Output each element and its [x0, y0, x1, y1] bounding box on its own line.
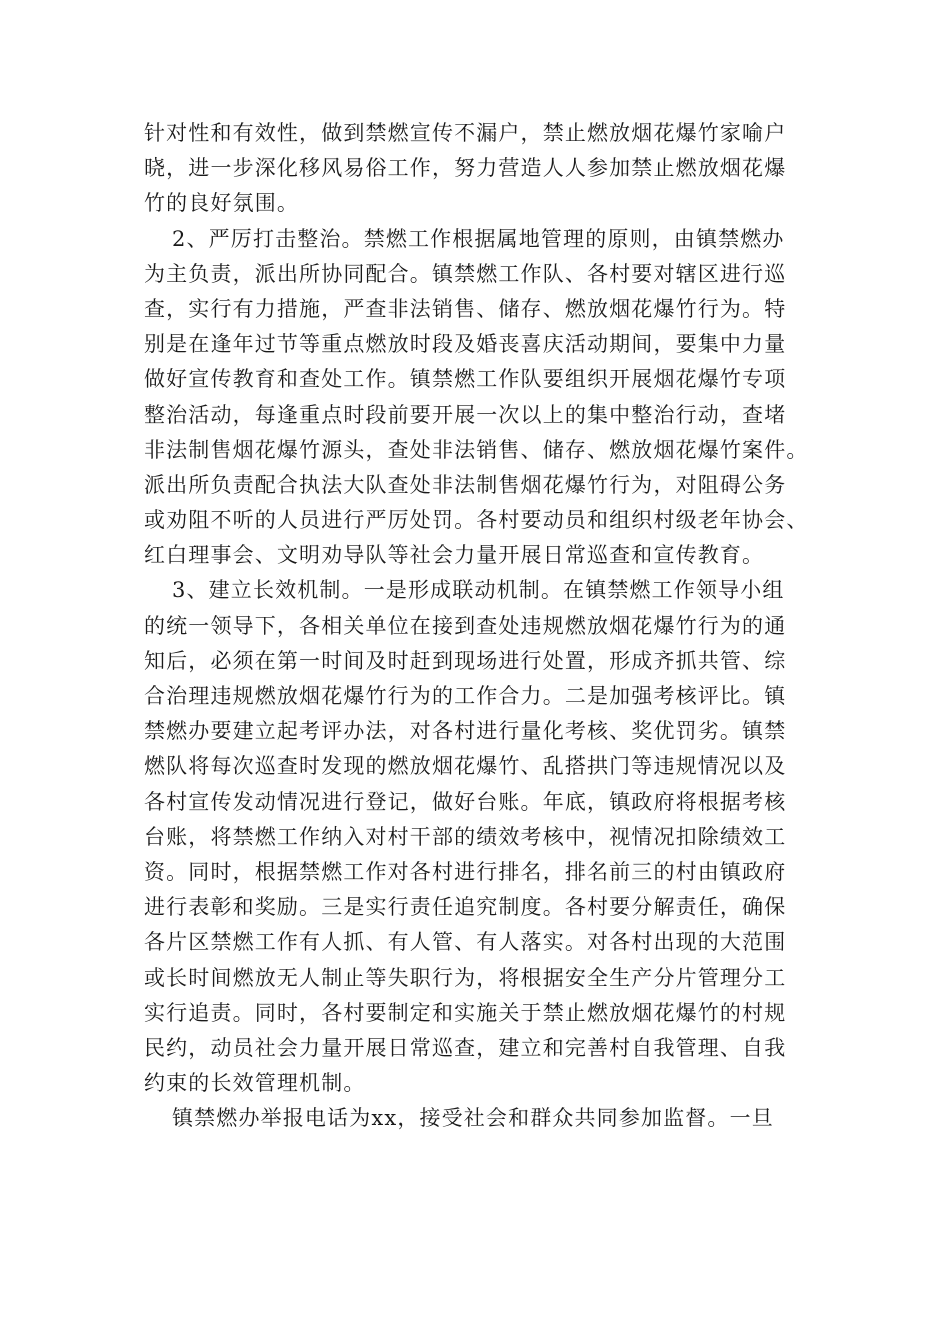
- text-line: 或劝阻不听的人员进行严厉处罚。各村要动员和组织村级老年协会、: [144, 508, 809, 533]
- text-line: 竹的良好氛围。: [144, 191, 300, 216]
- paragraph-2-start-line: 2、严厉打击整治。禁燃工作根据属地管理的原则，由镇禁燃办: [172, 226, 785, 251]
- text-line: 做好宣传教育和查处工作。镇禁燃工作队要组织开展烟花爆竹专项: [144, 367, 787, 392]
- text-line: 燃队将每次巡查时发现的燃放烟花爆竹、乱搭拱门等违规情况以及: [144, 754, 787, 779]
- text-line: 实行追责。同时，各村要制定和实施关于禁止燃放烟花爆竹的村规: [144, 1000, 787, 1025]
- text-line: 资。同时，根据禁燃工作对各村进行排名，排名前三的村由镇政府: [144, 859, 787, 884]
- text-line: 台账，将禁燃工作纳入对村干部的绩效考核中，视情况扣除绩效工: [144, 824, 787, 849]
- text-line: 或长时间燃放无人制止等失职行为，将根据安全生产分片管理分工: [144, 965, 787, 990]
- text-line: 针对性和有效性，做到禁燃宣传不漏户，禁止燃放烟花爆竹家喻户: [144, 121, 787, 145]
- text-line: 的统一领导下，各相关单位在接到查处违规燃放烟花爆竹行为的通: [144, 613, 787, 638]
- text-line: 各村宣传发动情况进行登记，做好台账。年底，镇政府将根据考核: [144, 789, 787, 814]
- text-line: 别是在逢年过节等重点燃放时段及婚丧喜庆活动期间，要集中力量: [144, 332, 787, 357]
- text-line: 派出所负责配合执法大队查处非法制售烟花爆竹行为，对阻碍公务: [144, 472, 787, 497]
- text-line: 禁燃办要建立起考评办法，对各村进行量化考核、奖优罚劣。镇禁: [144, 719, 787, 744]
- text-line: 晓，进一步深化移风易俗工作，努力营造人人参加禁止燃放烟花爆: [144, 156, 787, 181]
- text-line: 合治理违规燃放烟花爆竹行为的工作合力。二是加强考核评比。镇: [144, 684, 787, 708]
- text-line: 约束的长效管理机制。: [144, 1071, 366, 1096]
- paragraph-3-start-line: 3、建立长效机制。一是形成联动机制。在镇禁燃工作领导小组: [172, 578, 785, 603]
- text-line: 红白理事会、文明劝导队等社会力量开展日常巡查和宣传教育。: [144, 543, 765, 568]
- text-line: 知后，必须在第一时间及时赶到现场进行处置，形成齐抓共管、综: [144, 648, 787, 673]
- paragraph-4-start-line: 镇禁燃办举报电话为xx，接受社会和群众共同参加监督。一旦: [172, 1106, 774, 1131]
- text-line: 民约，动员社会力量开展日常巡查，建立和完善村自我管理、自我: [144, 1035, 787, 1060]
- text-line: 查，实行有力措施，严查非法销售、储存、燃放烟花爆竹行为。特: [144, 296, 787, 321]
- text-line: 进行表彰和奖励。三是实行责任追究制度。各村要分解责任，确保: [144, 895, 787, 920]
- text-line: 各片区禁燃工作有人抓、有人管、有人落实。对各村出现的大范围: [144, 930, 787, 955]
- text-line: 非法制售烟花爆竹源头，查处非法销售、储存、燃放烟花爆竹案件。: [144, 437, 809, 462]
- text-line: 整治活动，每逢重点时段前要开展一次以上的集中整治行动，查堵: [144, 402, 787, 427]
- body-text: [144, 116, 812, 1136]
- text-line: 为主负责，派出所协同配合。镇禁燃工作队、各村要对辖区进行巡: [144, 261, 787, 286]
